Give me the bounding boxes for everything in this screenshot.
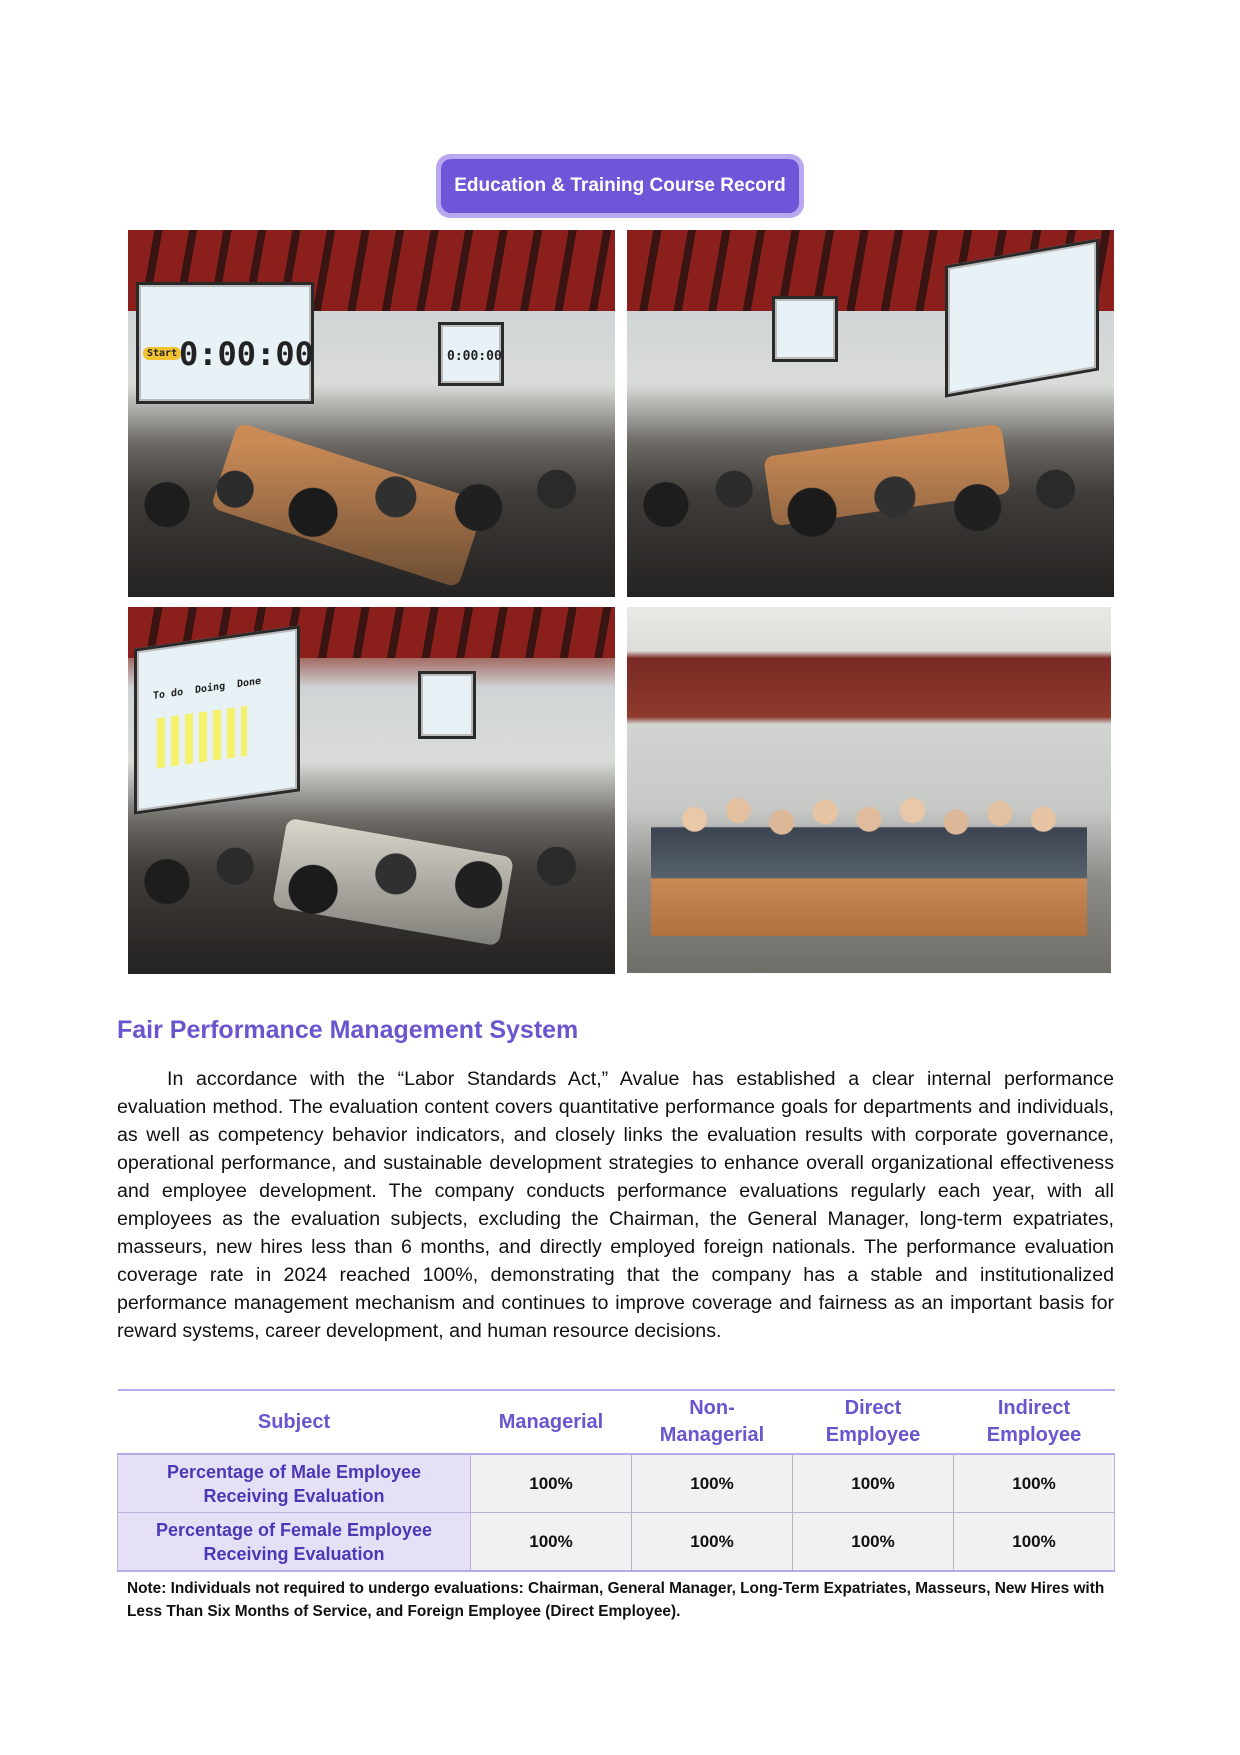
table-cell: 100% — [471, 1513, 632, 1572]
projector-screen — [134, 625, 300, 814]
attendees — [128, 443, 615, 597]
row-label-female: Percentage of Female Employee Receiving Evaluation — [118, 1513, 471, 1572]
projector-screen-2 — [438, 322, 504, 386]
kanban-col-doing: Doing — [195, 680, 226, 697]
table-note: Note: Individuals not required to undergo evaluations: Chairman, General Manager, Long-Term Expatriates, Masseurs, New Hires with Less Than Six Months of Service, and Foreign Employee (Direct Employee). — [127, 1580, 1105, 1620]
table-cell: 100% — [793, 1513, 954, 1572]
table-row — [118, 1513, 1115, 1572]
projector-screen-2 — [418, 671, 476, 739]
attendees — [128, 820, 615, 974]
training-photo-2 — [627, 230, 1114, 597]
group-photo — [627, 607, 1111, 973]
section-title: Fair Performance Management System — [117, 1016, 579, 1044]
projector-screen-2 — [772, 296, 838, 362]
projector-screen — [136, 282, 314, 404]
header-non-managerial: Non-Managerial — [632, 1390, 793, 1454]
kanban-col-todo: To do — [153, 686, 184, 702]
header-indirect-employee: Indirect Employee — [954, 1390, 1115, 1454]
projector-screen — [945, 238, 1099, 397]
row-label-male: Percentage of Male Employee Receiving Evaluation — [118, 1454, 471, 1513]
screen-timer-2: 0:00:00 — [447, 349, 502, 364]
attendees — [627, 443, 1114, 597]
header-subject: Subject — [118, 1390, 471, 1454]
table-cell: 100% — [954, 1513, 1115, 1572]
sticky-notes — [157, 706, 247, 769]
table-cell: 100% — [954, 1454, 1115, 1513]
table-header-row — [118, 1390, 1115, 1454]
header-managerial: Managerial — [471, 1390, 632, 1454]
table-cell: 100% — [632, 1454, 793, 1513]
screen-start-label: Start — [143, 347, 181, 360]
table-cell: 100% — [793, 1454, 954, 1513]
table-cell: 100% — [471, 1454, 632, 1513]
screen-timer: 0:00:00 — [179, 335, 314, 373]
section-paragraph: In accordance with the “Labor Standards Act,” Avalue has established a clear internal performance evaluation method. The evaluation content covers quantitative performance goals for departments and individuals, as well as competency behavior indicators, and closely links the evaluation results with corporate governance, operational performance, and sustainable development strategies to enhance overall organizational effectiveness and employee development. The company conducts performance evaluations regularly each year, with all employees as the evaluation subjects, excluding the Chairman, the General Manager, long-term expatriates, masseurs, new hires less than 6 months, and directly employed foreign nationals. The performance evaluation coverage rate in 2024 reached 100%, demonstrating that the company has a stable and institutionalized performance management mechanism and continues to improve coverage and fairness as an important basis for reward systems, career development, and human resource decisions. — [117, 1068, 1114, 1342]
header-direct-employee: Direct Employee — [793, 1390, 954, 1454]
course-record-badge-label: Education & Training Course Record — [441, 159, 799, 213]
group-of-employees — [651, 790, 1087, 936]
table-cell: 100% — [632, 1513, 793, 1572]
evaluation-table — [117, 1389, 1115, 1572]
training-photo-1 — [128, 230, 615, 597]
table-row — [118, 1454, 1115, 1513]
course-record-badge — [436, 154, 804, 218]
training-photo-3 — [128, 607, 615, 974]
kanban-col-done: Done — [237, 675, 262, 691]
